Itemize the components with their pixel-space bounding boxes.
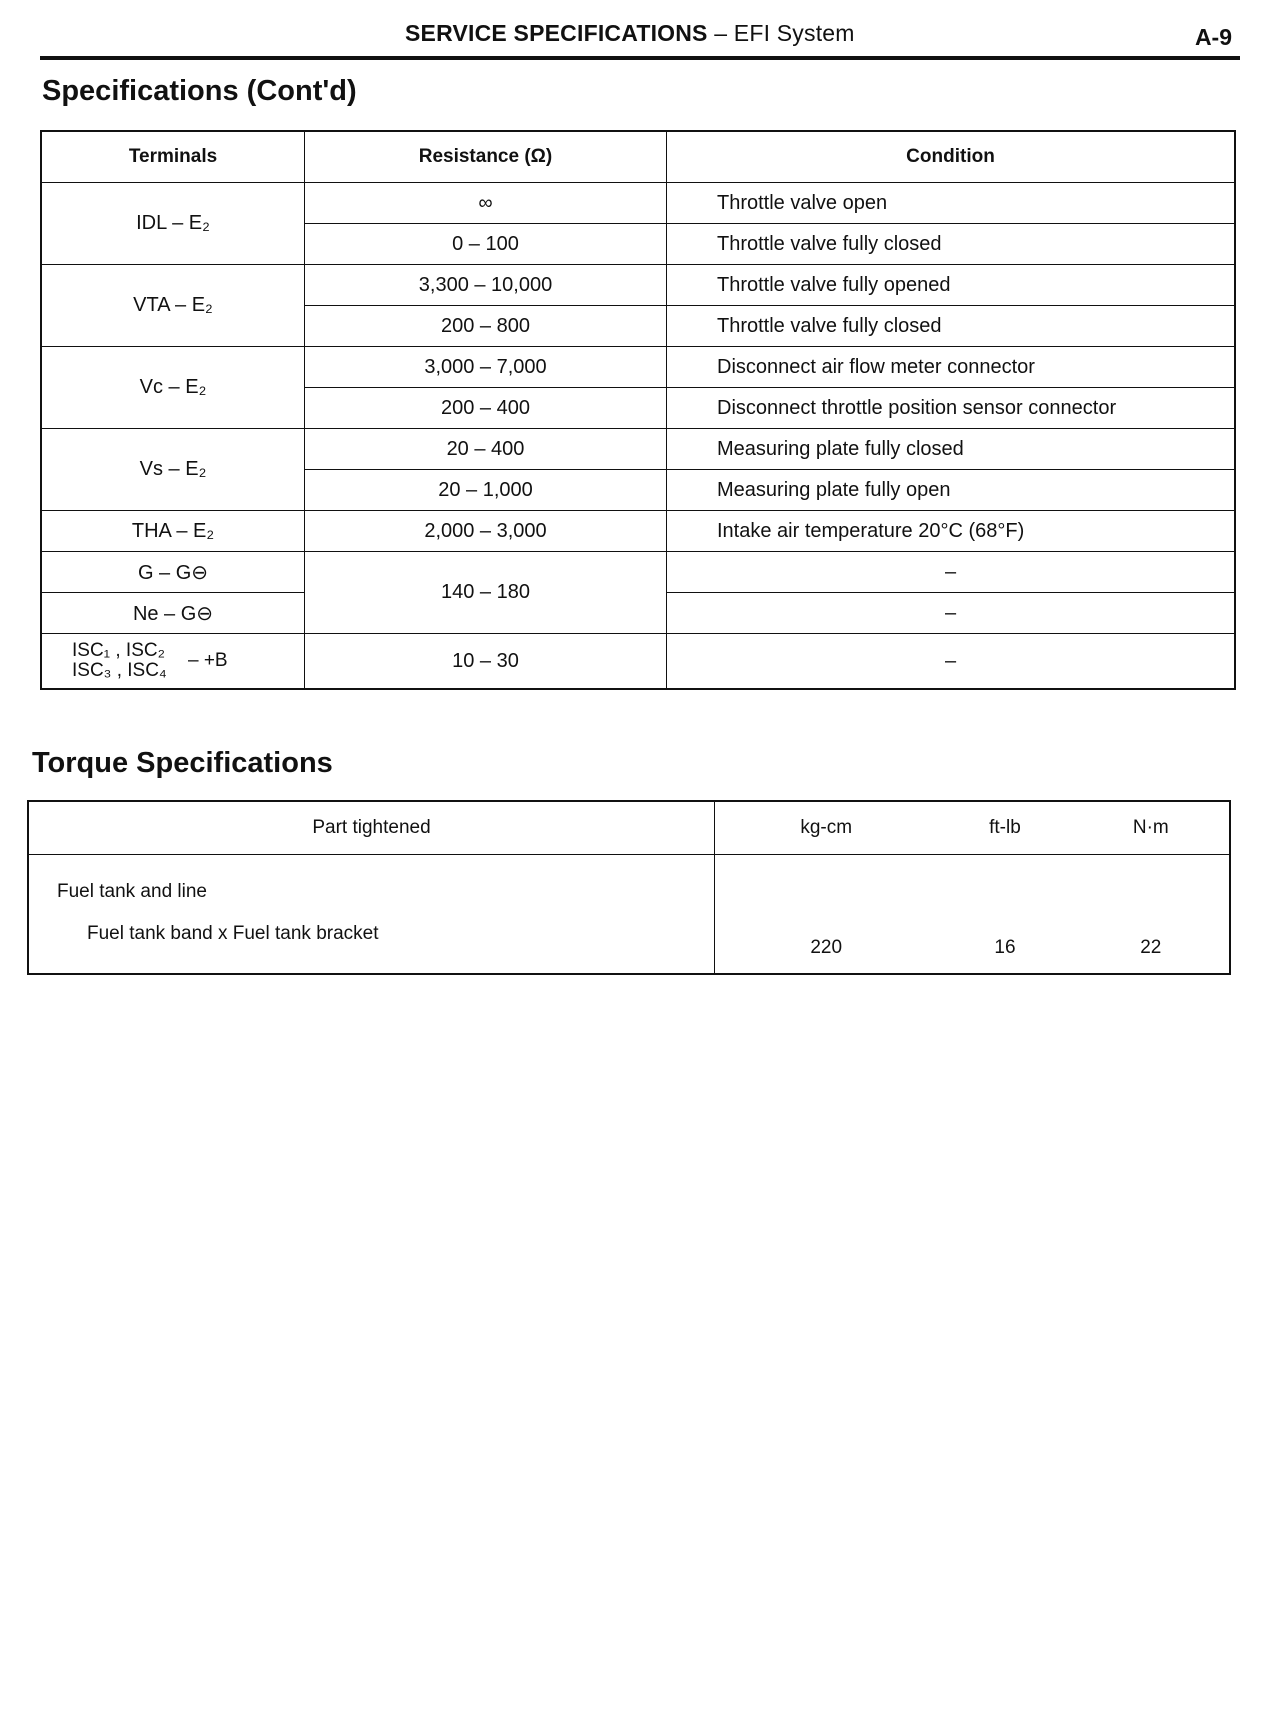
table-row	[41, 429, 1235, 470]
page-number: A-9	[1194, 24, 1232, 50]
col-header-condition: Condition	[667, 131, 1236, 183]
torque-ft-lb-value: 16	[937, 855, 1072, 975]
terminal-cell: IDL – E₂	[41, 183, 305, 265]
header-rule	[40, 56, 1240, 60]
resistance-cell: 3,000 – 7,000	[305, 347, 667, 388]
terminal-cell: Ne – G⊖	[41, 593, 305, 634]
table-row	[41, 183, 1235, 224]
resistance-cell: 10 – 30	[305, 634, 667, 690]
table-row	[41, 347, 1235, 388]
condition-cell: Measuring plate fully closed	[667, 429, 1236, 470]
condition-cell: Measuring plate fully open	[667, 470, 1236, 511]
resistance-cell: 20 – 400	[305, 429, 667, 470]
terminal-cell: Vs – E₂	[41, 429, 305, 511]
terminal-isc-line2: ISC₃ , ISC₄	[72, 660, 167, 681]
condition-cell: Intake air temperature 20°C (68°F)	[667, 511, 1236, 552]
condition-cell: –	[667, 593, 1236, 634]
resistance-cell: ∞	[305, 183, 667, 224]
col-header-terminals: Terminals	[41, 131, 305, 183]
condition-cell: Throttle valve open	[667, 183, 1236, 224]
col-header-resistance: Resistance (Ω)	[305, 131, 667, 183]
terminal-cell	[41, 634, 305, 690]
table-row	[41, 265, 1235, 306]
resistance-cell: 3,300 – 10,000	[305, 265, 667, 306]
resistance-spec-table	[40, 130, 1236, 690]
col-header-ft-lb: ft-lb	[937, 801, 1072, 855]
condition-cell: Disconnect air flow meter connector	[667, 347, 1236, 388]
table-row	[28, 855, 1230, 975]
torque-spec-table	[27, 800, 1231, 975]
resistance-cell: 200 – 800	[305, 306, 667, 347]
terminal-isc-suffix: – +B	[187, 650, 228, 671]
table-row	[41, 552, 1235, 593]
resistance-cell: 0 – 100	[305, 224, 667, 265]
col-header-nm: N·m	[1073, 801, 1230, 855]
table-header-row	[41, 131, 1235, 183]
torque-kg-cm-value: 220	[715, 855, 938, 975]
part-group-label: Fuel tank and line	[57, 881, 207, 902]
terminal-cell: G – G⊖	[41, 552, 305, 593]
terminal-cell: THA – E₂	[41, 511, 305, 552]
part-cell	[28, 855, 715, 975]
table-row	[41, 511, 1235, 552]
resistance-cell: 200 – 400	[305, 388, 667, 429]
table-row	[41, 634, 1235, 690]
condition-cell: –	[667, 552, 1236, 593]
terminal-cell: Vc – E₂	[41, 347, 305, 429]
header-title: SERVICE SPECIFICATIONS – EFI System	[405, 20, 855, 46]
part-item-label: Fuel tank band x Fuel tank bracket	[87, 923, 379, 944]
resistance-cell: 20 – 1,000	[305, 470, 667, 511]
condition-cell: Throttle valve fully closed	[667, 224, 1236, 265]
torque-specifications-title: Torque Specifications	[32, 747, 333, 779]
col-header-part: Part tightened	[28, 801, 715, 855]
condition-cell: Throttle valve fully closed	[667, 306, 1236, 347]
col-header-kg-cm: kg-cm	[715, 801, 938, 855]
specifications-title: Specifications (Cont'd)	[42, 75, 357, 107]
terminal-isc-line1: ISC₁ , ISC₂	[72, 640, 165, 661]
condition-cell: Throttle valve fully opened	[667, 265, 1236, 306]
resistance-cell: 140 – 180	[305, 552, 667, 634]
torque-nm-value: 22	[1073, 855, 1230, 975]
condition-cell: Disconnect throttle position sensor connector	[667, 388, 1236, 429]
resistance-cell: 2,000 – 3,000	[305, 511, 667, 552]
terminal-cell: VTA – E₂	[41, 265, 305, 347]
table-header-row	[28, 801, 1230, 855]
condition-cell: –	[667, 634, 1236, 690]
page-header	[40, 14, 1240, 64]
